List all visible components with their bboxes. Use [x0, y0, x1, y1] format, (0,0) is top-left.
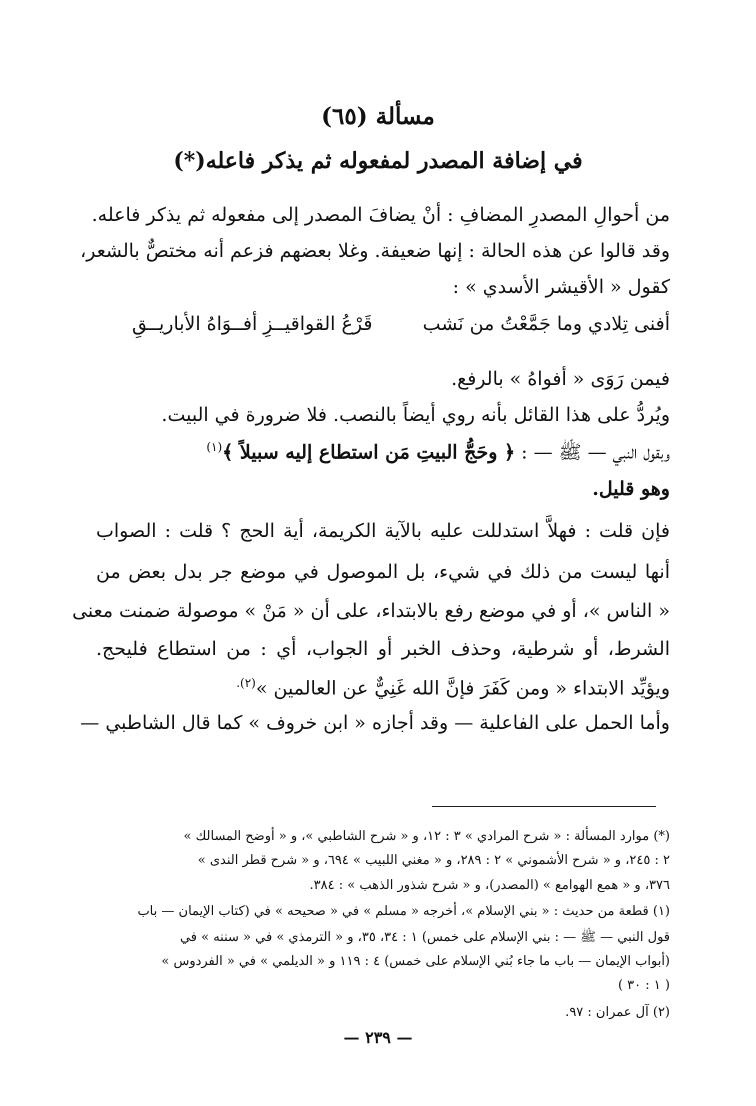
body-line-6	[96, 440, 670, 468]
quran-quote: ويؤيِّد الابتداء « ومن كَفَرَ فإنَّ الله غَنِيٌّ عن العالمين »	[255, 677, 670, 700]
footnote-line-7: ( ١ : ٣٠ )	[617, 978, 670, 993]
body-line-11: الشرط، أو شرطية، وحذف الخبر أو الجواب، أي : من استطاع فليحج.	[96, 638, 670, 660]
footnote-line-1: (*) موارد المسألة : « شرح المرادي » ٣ : ١٢، و « شرح الشاطبي »، و « أوضح المسالك »	[183, 829, 670, 844]
body-line-4: فيمن رَوَى « أفواهُ » بالرفع.	[451, 368, 670, 390]
footnote-line-6: (أبواب الإيمان — باب ما جاء بُني الإسلام على خمس) ٤ : ١١٩ و « الديلمي » في « الفردوس »	[161, 954, 670, 969]
hadith-quote: ﴿ وحَجُّ البيتِ مَن استطاع إليه سبيلاً ﴾	[222, 441, 516, 464]
footnote-line-5: قول النبي — ﷺ — : بني الإسلام على خمس) ١ : ٣٤، ٣٥، و « الترمذي » في « سننه » في	[179, 930, 670, 945]
body-line-9: أنها ليست من ذلك في شيء، بل الموصول في موضع جر بدل بعض من	[96, 561, 670, 583]
body-line-13: وأما الحمل على الفاعلية — وقد أجازه « ابن خروف » كما قال الشاطبي —	[80, 712, 670, 734]
verse-first-hemistich: أفنى تِلادي وما جَمَّعْتُ من نَشب	[422, 313, 670, 335]
body-line-8: فإن قلت : فهلاَّ استدللت عليه بالآية الكريمة، أية الحج ؟ قلت : الصواب	[96, 520, 670, 542]
body-line-2: وقد قالوا عن هذه الحالة : إنها ضعيفة. وغلا بعضهم فزعم أنه مختصٌّ بالشعر،	[80, 240, 670, 262]
body-line-7: وهو قليل.	[592, 478, 670, 500]
body-line-10: « الناس »، أو في موضع رفع بالابتداء، على أن « مَنْ » موصولة ضمنت معنى	[72, 600, 670, 622]
footnote-separator	[432, 806, 656, 807]
issue-subtitle: في إضافة المصدر لمفعوله ثم يذكر فاعله(*)	[173, 148, 583, 174]
footnote-line-2: ٢ : ٢٤٥، و « شرح الأشموني » ٢ : ٢٨٩، و « مغني اللبيب » ٦٩٤، و « شرح قطر الندى »	[197, 853, 670, 868]
footnote-line-8: (٢) آل عمران : ٩٧.	[565, 1005, 670, 1020]
body-line-3: كقول « الأقيشر الأسدي » :	[452, 276, 670, 298]
body-line-1: من أحوالِ المصدرِ المضافِ : أنْ يضافَ المصدر إلى مفعوله ثم يذكر فاعله.	[91, 204, 670, 226]
footnote-line-3: ٣٧٦، و « همع الهوامع » (المصدر)، و « شرح شذور الذهب » : ٣٨٤.	[309, 878, 670, 893]
body-line-5: ويُردُّ على هذا القائل بأنه روي أيضاً بالنصب. فلا ضرورة في البيت.	[161, 404, 670, 426]
hadith-intro: وبقول النبي — ﷺ — :	[521, 441, 670, 464]
page-number: — ٢٣٩ —	[343, 1028, 413, 1047]
body-line-12	[96, 676, 670, 699]
issue-title: مسألة (٦٥)	[321, 103, 435, 130]
verse-second-hemistich: قَرْعُ القواقيــزِ أفــوَاهُ الأباريــقِ	[132, 313, 373, 335]
footnote-ref-1: (١)	[206, 440, 223, 454]
footnote-ref-2: (٢).	[236, 676, 256, 690]
footnote-line-4: (١) قطعة من حديث : « بني الإسلام »، أخرجه « مسلم » في « صحيحه » في (كتاب الإيمان — باب	[137, 904, 670, 919]
